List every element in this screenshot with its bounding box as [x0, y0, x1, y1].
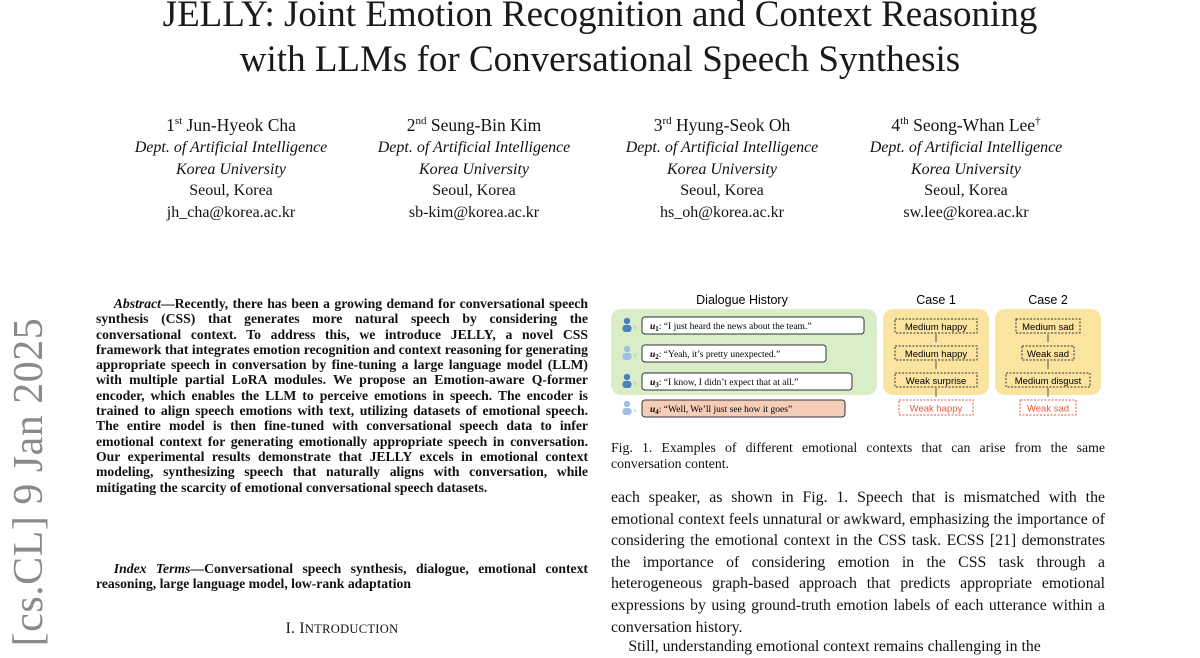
author-univ: Korea University — [175, 160, 287, 178]
index-terms-text: —Conversational speech synthesis, dialogue, emotional context reasoning, large language model, low-rank adaptation — [96, 561, 588, 592]
author-univ: Korea University — [418, 160, 530, 178]
author-dept: Dept. of Artificial Intelligence — [377, 139, 571, 156]
author-email: hs_oh@korea.ac.kr — [659, 203, 785, 221]
author-name: 4th Seong-Whan Lee† — [891, 115, 1041, 135]
svg-text:⁾: ⁾ — [634, 325, 636, 333]
case1-emotion-3: Weak surprise — [905, 376, 967, 387]
author-city: Seoul, Korea — [432, 182, 516, 200]
title-line-2: with LLMs for Conversational Speech Synthesis — [239, 39, 961, 80]
case2-emotion-3: Medium disgust — [1014, 376, 1082, 387]
svg-text:⁾: ⁾ — [634, 381, 636, 389]
author-univ: Korea University — [666, 160, 778, 178]
author-block-3 — [597, 113, 847, 223]
body-paragraph-2: Still, understanding emotional context remains challenging in the — [628, 638, 1041, 655]
utterance-4: $u_4$: “Well, We’ll just see how it goes” — [650, 405, 793, 416]
utterance-1: $u_1$: “I just heard the news about the team.” — [650, 322, 812, 333]
history-title: Dialogue History — [696, 293, 788, 307]
body-paragraph-1: each speaker, as shown in Fig. 1. Speech that is mismatched with the emotional context feels unnatural or awkward, emphasizing the importance of considering the emotional context in the CSS task. ECSS [21] demonstrates the importance of considering emotion in the CSS task through a heterogeneous graph-based approach that predicts appropriate emotional expressions by using ground-truth emotion labels of each utterance within a conversation history. — [611, 489, 1105, 636]
paper-title — [0, 0, 1200, 82]
author-dept: Dept. of Artificial Intelligence — [134, 139, 328, 156]
case1-emotion-1: Medium happy — [904, 322, 968, 333]
abstract-label: Abstract — [113, 296, 161, 311]
utterance-3: $u_3$: “I know, I didn’t expect that at all.” — [650, 378, 799, 389]
svg-text:⁾: ⁾ — [634, 353, 636, 361]
case1-title: Case 1 — [916, 293, 956, 307]
index-terms — [96, 561, 588, 592]
author-city: Seoul, Korea — [924, 182, 1008, 200]
arxiv-sidebar — [0, 317, 67, 647]
author-dept: Dept. of Artificial Intelligence — [869, 139, 1063, 156]
case2-emotion-2: Weak sad — [1026, 349, 1070, 360]
author-email: sb-kim@korea.ac.kr — [408, 203, 540, 221]
abstract — [96, 296, 588, 495]
author-univ: Korea University — [910, 160, 1022, 178]
author-block-4 — [841, 113, 1091, 223]
author-name: 2nd Seung-Bin Kim — [406, 115, 542, 135]
speaker-b-icon — [623, 401, 637, 416]
section-heading: I. INTRODUCTION — [285, 620, 399, 637]
abstract-text: —Recently, there has been a growing demand for conversational speech synthesis (CSS) that generates more natural speech by considering the conversational context. To address this, we introduce JELLY, a novel CSS framework that integrates emotion recognition and context reasoning for generating appropriate speech in conversation by fine-tuning a large language model (LLM) with multiple partial LoRA modules. We propose an Emotion-aware Q-former encoder, which enables the LLM to perceive emotions in speech. The encoder is trained to align speech emotions with text, utilizing datasets of emotional speech. The entire model is then fine-tuned with conversational speech data to infer emotional context for generating emotionally appropriate speech in conversation. Our experimental results demonstrate that JELLY excels in emotional context modeling, synthesizing speech that naturally aligns with conversation, while mitigating the scarcity of emotional conversational speech datasets. — [96, 296, 588, 495]
author-email: jh_cha@korea.ac.kr — [166, 203, 296, 221]
figure-caption: Fig. 1. Examples of different emotional contexts that can arise from the same conversation content. — [611, 440, 1105, 471]
author-name: 3rd Hyung-Seok Oh — [653, 115, 791, 135]
case2-title: Case 2 — [1028, 293, 1068, 307]
utterance-2: $u_2$: “Yeah, it’s pretty unexpected.” — [650, 350, 781, 361]
author-email: sw.lee@korea.ac.kr — [903, 203, 1029, 221]
case1-emotion-target: Weak happy — [909, 403, 963, 415]
author-block-1 — [106, 113, 356, 223]
author-block-2 — [349, 113, 599, 223]
title-line-1: JELLY: Joint Emotion Recognition and Context Reasoning — [162, 0, 1038, 35]
arxiv-identifier: [cs.CL] 9 Jan 2025 — [6, 317, 52, 647]
svg-text:⁾: ⁾ — [634, 408, 636, 416]
figure-1 — [611, 290, 1103, 426]
author-city: Seoul, Korea — [189, 182, 273, 200]
case2-emotion-1: Medium sad — [1022, 322, 1074, 333]
author-city: Seoul, Korea — [680, 182, 764, 200]
author-dept: Dept. of Artificial Intelligence — [625, 139, 819, 156]
index-terms-label: Index Terms — [113, 561, 191, 576]
case2-emotion-target: Weak sad — [1026, 403, 1070, 415]
case1-emotion-2: Medium happy — [904, 349, 968, 360]
author-name: 1st Jun-Hyeok Cha — [166, 115, 296, 135]
